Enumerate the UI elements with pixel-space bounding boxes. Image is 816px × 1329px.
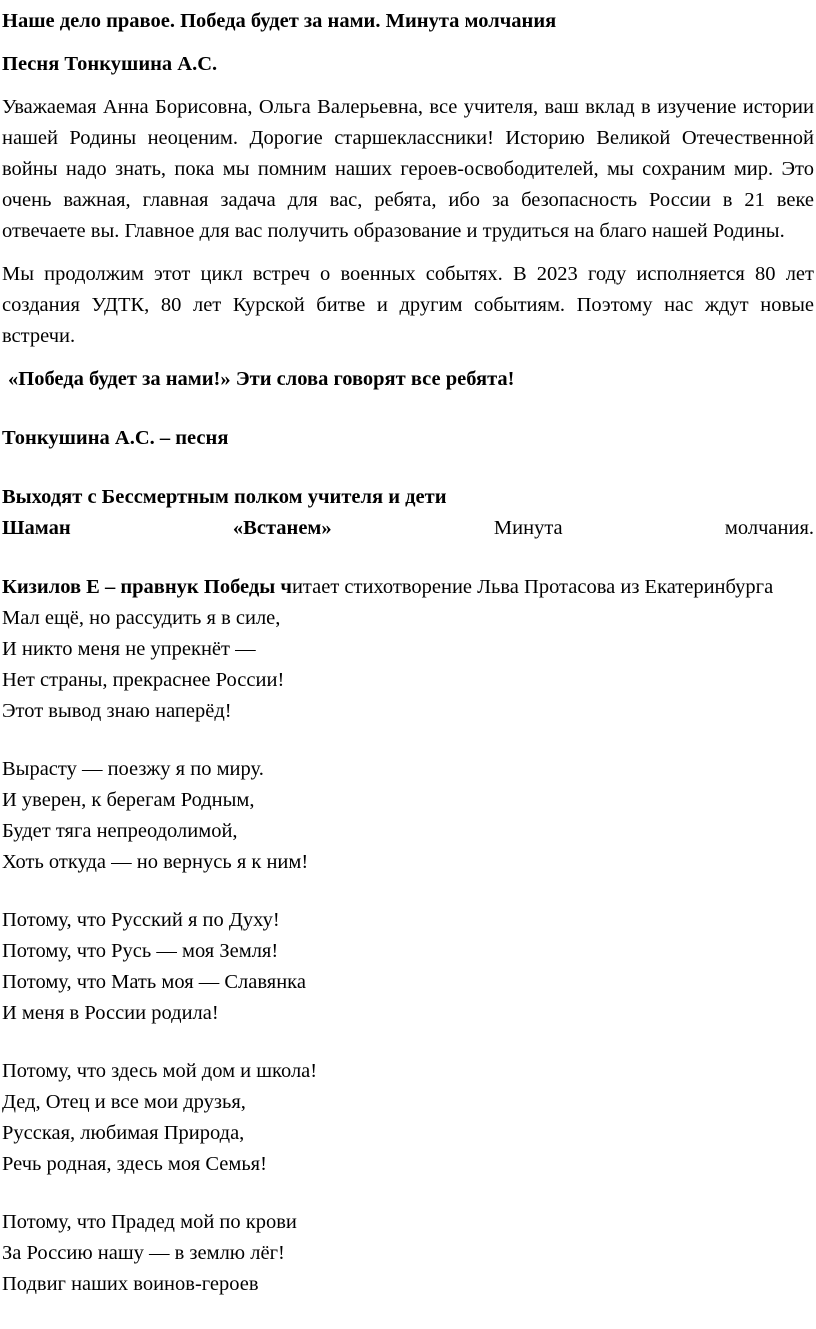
poem-line: Этот вывод знаю наперёд! xyxy=(2,700,232,722)
shaman-song: «Встанем» xyxy=(232,517,332,539)
poem-line: Потому, что Мать моя — Славянка xyxy=(2,971,306,993)
minute-word: Минута xyxy=(493,517,563,539)
song-line: Тонкушина А.С. – песня xyxy=(2,427,229,449)
poem-line: Потому, что здесь мой дом и школа! xyxy=(2,1060,318,1082)
poem-line: Потому, что Прадед мой по крови xyxy=(2,1211,297,1233)
poem-line: Дед, Отец и все мои друзья, xyxy=(2,1091,246,1113)
poem-stanza-1 xyxy=(2,603,814,727)
poem-line: И уверен, к берегам Родным, xyxy=(2,789,255,811)
reader-rest: итает стихотворение Льва Протасова из Екатеринбурга xyxy=(291,576,774,598)
slogan-line: «Победа будет за нами!» Эти слова говорят все ребята! xyxy=(8,368,515,390)
shaman-name: Шаман xyxy=(2,517,71,539)
greeting-paragraph: Уважаемая Анна Борисовна, Ольга Валерьевна, все учителя, ваш вклад в изучение истории нашей Родины неоценим. Дорогие старшеклассники! Историю Великой Отечественной войны надо знать, пока мы помним наших героев-освободителей, мы сохраним мир. Это очень важная, главная задача для вас, ребята, ибо за безопасность России в 21 веке отвечаете вы. Главное для вас получить образование и трудиться на благо нашей Родины. xyxy=(2,96,814,242)
poem-stanza-3 xyxy=(2,905,814,1029)
reader-name: Кизилов Е – правнук Победы ч xyxy=(2,576,292,598)
poem xyxy=(2,603,814,1300)
poem-line: Потому, что Русь — моя Земля! xyxy=(2,940,279,962)
reader-intro xyxy=(2,572,814,603)
poem-stanza-2 xyxy=(2,754,814,878)
poem-line: Хоть откуда — но вернусь я к ним! xyxy=(2,851,309,873)
silence-word: молчания. xyxy=(724,517,814,539)
poem-line: Русская, любимая Природа, xyxy=(2,1122,245,1144)
poem-line: Нет страны, прекраснее России! xyxy=(2,669,285,691)
poem-line: Потому, что Русский я по Духу! xyxy=(2,909,280,931)
poem-line: За Россию нашу — в землю лёг! xyxy=(2,1242,285,1264)
poem-line: Вырасту — поезжу я по миру. xyxy=(2,758,264,780)
events-paragraph: Мы продолжим этот цикл встреч о военных событях. В 2023 году исполняется 80 лет создания УДТК, 80 лет Курской битве и другим событиям. Поэтому нас ждут новые встречи. xyxy=(2,263,814,347)
poem-line: И меня в России родила! xyxy=(2,1002,219,1024)
poem-line: Речь родная, здесь моя Семья! xyxy=(2,1153,267,1175)
poem-stanza-5 xyxy=(2,1207,814,1300)
poem-line: И никто меня не упрекнёт — xyxy=(2,638,256,660)
shaman-line xyxy=(2,513,814,544)
poem-line: Будет тяга непреодолимой, xyxy=(2,820,238,842)
poem-stanza-4 xyxy=(2,1056,814,1180)
regiment-line: Выходят с Бессмертным полком учителя и дети xyxy=(2,486,447,508)
poem-line: Подвиг наших воинов-героев xyxy=(2,1273,259,1295)
song-heading: Песня Тонкушина А.С. xyxy=(2,53,218,75)
document-title: Наше дело правое. Победа будет за нами. Минута молчания xyxy=(2,10,557,32)
poem-line: Мал ещё, но рассудить я в силе, xyxy=(2,607,281,629)
